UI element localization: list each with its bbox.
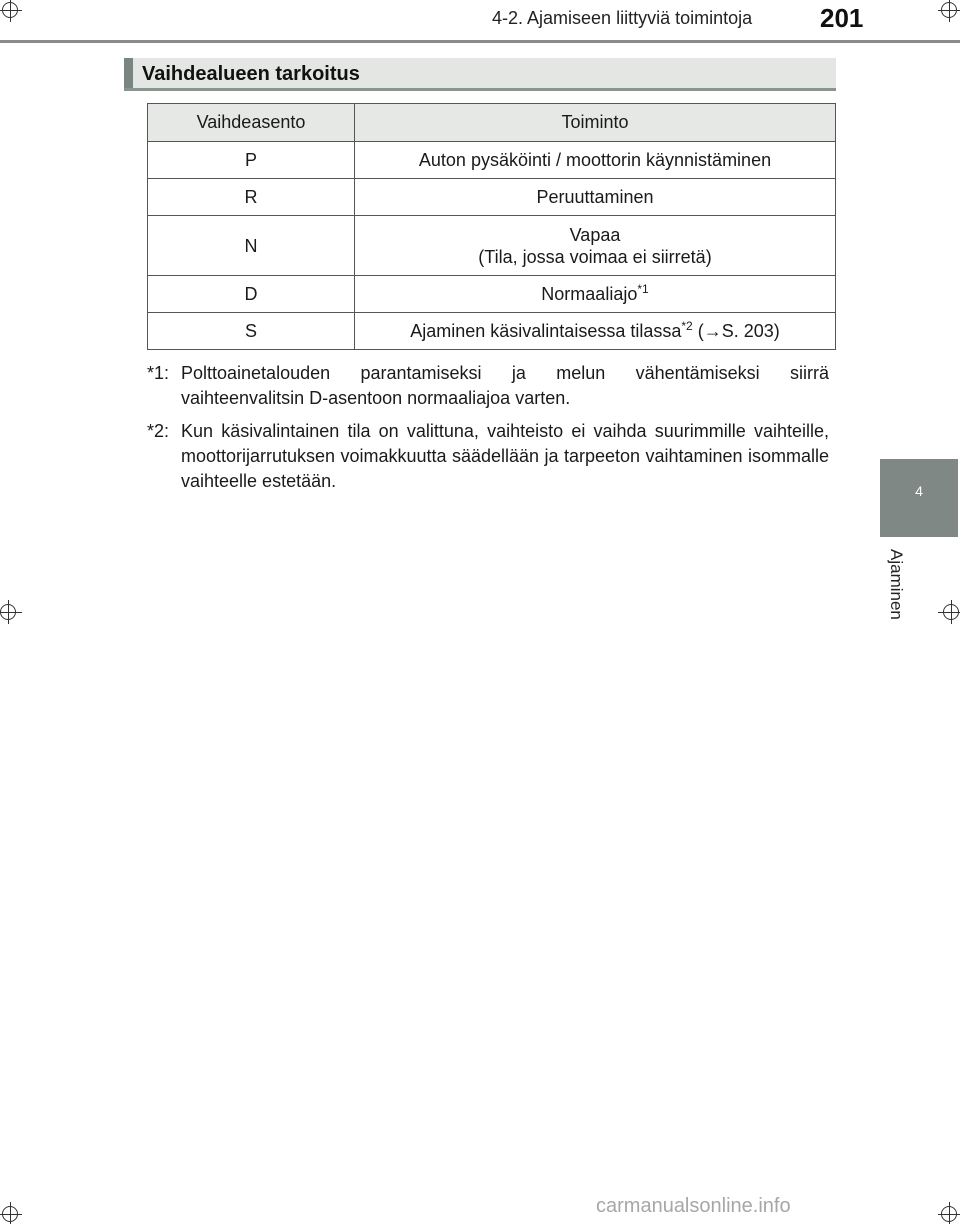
page-number: 201 (820, 3, 864, 33)
table-cell-position: S (148, 313, 355, 350)
table-cell-function (355, 313, 836, 350)
footnote-text: Kun käsivalintainen tila on valittuna, vaihteisto ei vaihda suurimmille vaihteille, moottorijarrutuksen voimakkuutta säädellään ja tarpeeton vaihtaminen isommalle vaihteelle estetään. (181, 421, 829, 491)
footnote-ref: *1 (637, 281, 649, 296)
table-row (148, 276, 836, 313)
crop-mark-bottom-right (930, 1194, 960, 1224)
table-cell-position: R (148, 179, 355, 216)
chapter-side-label (884, 549, 908, 629)
table-header-function: Toiminto (355, 104, 836, 142)
section-heading (124, 58, 836, 91)
section-heading-bar (124, 58, 133, 88)
footnote-mark: *1: (147, 363, 170, 383)
table-row (148, 179, 836, 216)
chapter-side-label-text: Ajaminen (887, 549, 906, 620)
footnote-1 (147, 361, 829, 411)
table-row (148, 216, 836, 276)
watermark: carmanualsonline.info (596, 1195, 791, 1217)
header-rule (0, 40, 960, 43)
function-text: Ajaminen käsivalintaisessa tilassa (410, 320, 682, 341)
crop-mark-top-left (0, 0, 30, 30)
header-section-title: 4-2. Ajamiseen liittyviä toimintoja (492, 8, 753, 28)
table-cell-function: Peruuttaminen (355, 179, 836, 216)
table-cell-function (355, 216, 836, 276)
chapter-tab (880, 459, 958, 537)
chapter-tab-number: 4 (915, 483, 923, 499)
table-row (148, 313, 836, 350)
crop-mark-bottom-left (0, 1194, 30, 1224)
table-cell-function-line1: Vapaa (569, 224, 621, 245)
table-cell-position: D (148, 276, 355, 313)
footnote-text: Polttoainetalouden parantamiseksi ja melun vähentämiseksi siirrä vaihteenvalitsin D-asentoon normaaliajoa varten. (181, 363, 829, 408)
table-cell-function-line2: (Tila, jossa voimaa ei siirretä) (478, 246, 712, 267)
crop-mark-top-right (930, 0, 960, 30)
crop-mark-mid-left (0, 598, 30, 628)
crop-mark-mid-right (930, 598, 960, 628)
table-header-row (148, 104, 836, 142)
table-cell-function: Auton pysäköinti / moottorin käynnistäminen (355, 142, 836, 179)
footnote-2 (147, 419, 829, 494)
table-row (148, 142, 836, 179)
footnote-ref: *2 (681, 318, 693, 333)
table-cell-position: P (148, 142, 355, 179)
function-text: Normaaliajo (541, 283, 638, 304)
table-cell-position: N (148, 216, 355, 276)
page-reference: (→S. 203) (697, 320, 780, 341)
table-cell-function (355, 276, 836, 313)
gear-range-table (147, 103, 836, 350)
section-heading-text: Vaihdealueen tarkoitus (142, 63, 360, 85)
table-header-position: Vaihdeasento (148, 104, 355, 142)
footnote-mark: *2: (147, 421, 170, 441)
